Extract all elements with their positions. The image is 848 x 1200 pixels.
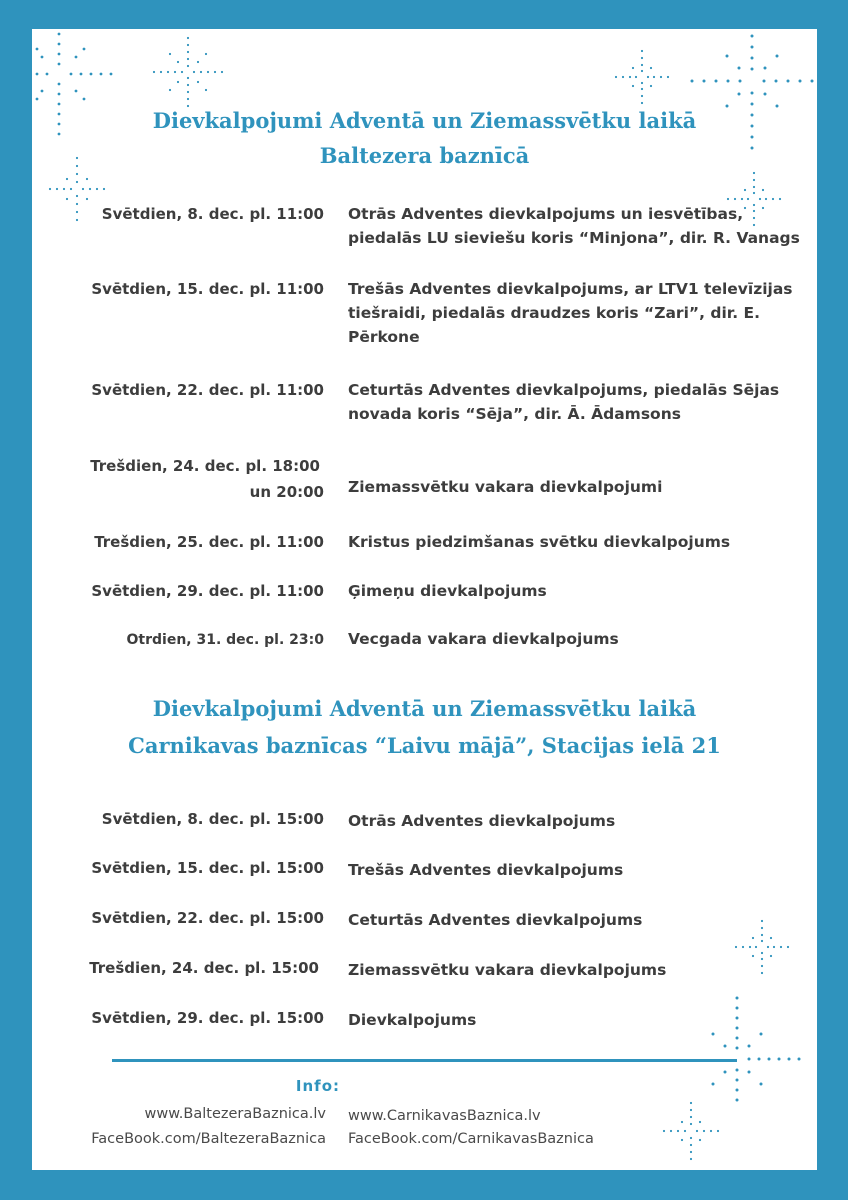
baltezera-website-link[interactable]: www.BaltezeraBaznica.lv <box>144 1106 326 1122</box>
service-date: Otrdien, 31. dec. pl. 23:0 <box>126 632 324 648</box>
service-date: Trešdien, 24. dec. pl. 18:00 <box>90 457 320 475</box>
service-description: Kristus piedzimšanas svētku dievkalpojums <box>348 533 731 551</box>
flyer-card <box>32 29 817 1170</box>
service-date: Svētdien, 22. dec. pl. 11:00 <box>91 381 324 399</box>
service-date: Svētdien, 15. dec. pl. 11:00 <box>91 280 324 298</box>
service-date-continued: un 20:00 <box>249 483 324 501</box>
service-date: Trešdien, 25. dec. pl. 11:00 <box>94 533 324 551</box>
snowflake-icon <box>612 47 672 107</box>
service-date: Svētdien, 29. dec. pl. 15:00 <box>91 1009 324 1027</box>
carnikavas-website-link[interactable]: www.CarnikavasBaznica.lv <box>348 1108 541 1124</box>
service-description: Ziemassvētku vakara dievkalpojums <box>348 961 667 979</box>
service-description: Trešās Adventes dievkalpojums <box>348 861 624 879</box>
service-date: Trešdien, 24. dec. pl. 15:00 <box>89 959 319 977</box>
service-description: Ziemassvētku vakara dievkalpojumi <box>348 478 663 496</box>
service-description: Ceturtās Adventes dievkalpojums, piedalās Sējas novada koris “Sēja”, dir. Ā. Ādamsons <box>348 381 780 423</box>
service-date: Svētdien, 8. dec. pl. 15:00 <box>101 810 324 828</box>
section1-title-line1: Dievkalpojumi Adventā un Ziemassvētku laikā <box>152 108 697 133</box>
info-label: Info: <box>295 1077 340 1095</box>
baltezera-facebook-link[interactable]: FaceBook.com/BaltezeraBaznica <box>91 1131 326 1147</box>
carnikavas-facebook-link[interactable]: FaceBook.com/CarnikavasBaznica <box>348 1131 594 1147</box>
snowflake-icon <box>660 1099 722 1165</box>
service-date: Svētdien, 15. dec. pl. 15:00 <box>91 859 324 877</box>
section1-title-line2: Baltezera baznīcā <box>319 143 530 168</box>
service-date: Svētdien, 22. dec. pl. 15:00 <box>91 909 324 927</box>
service-description: Otrās Adventes dievkalpojums un iesvētības, piedalās LU sieviešu koris “Minjona”, dir. R. Vanags <box>348 205 800 247</box>
service-date: Svētdien, 8. dec. pl. 11:00 <box>101 205 324 223</box>
service-description: Otrās Adventes dievkalpojums <box>348 812 616 830</box>
snowflake-icon <box>150 34 226 110</box>
section2-title-line2: Carnikavas baznīcas “Laivu mājā”, Stacijas ielā 21 <box>128 733 721 758</box>
service-date: Svētdien, 29. dec. pl. 11:00 <box>91 582 324 600</box>
service-description: Ģimeņu dievkalpojums <box>348 582 547 600</box>
service-description: Ceturtās Adventes dievkalpojums <box>348 911 643 929</box>
service-description: Vecgada vakara dievkalpojums <box>348 630 619 648</box>
service-description: Dievkalpojums <box>348 1011 477 1029</box>
section2-title-line1: Dievkalpojumi Adventā un Ziemassvētku laikā <box>152 696 697 721</box>
divider <box>112 1059 737 1062</box>
service-description: Trešās Adventes dievkalpojums, ar LTV1 televīzijas tiešraidi, piedalās draudzes koris “Zari”, dir. E. Pērkone <box>348 280 793 346</box>
